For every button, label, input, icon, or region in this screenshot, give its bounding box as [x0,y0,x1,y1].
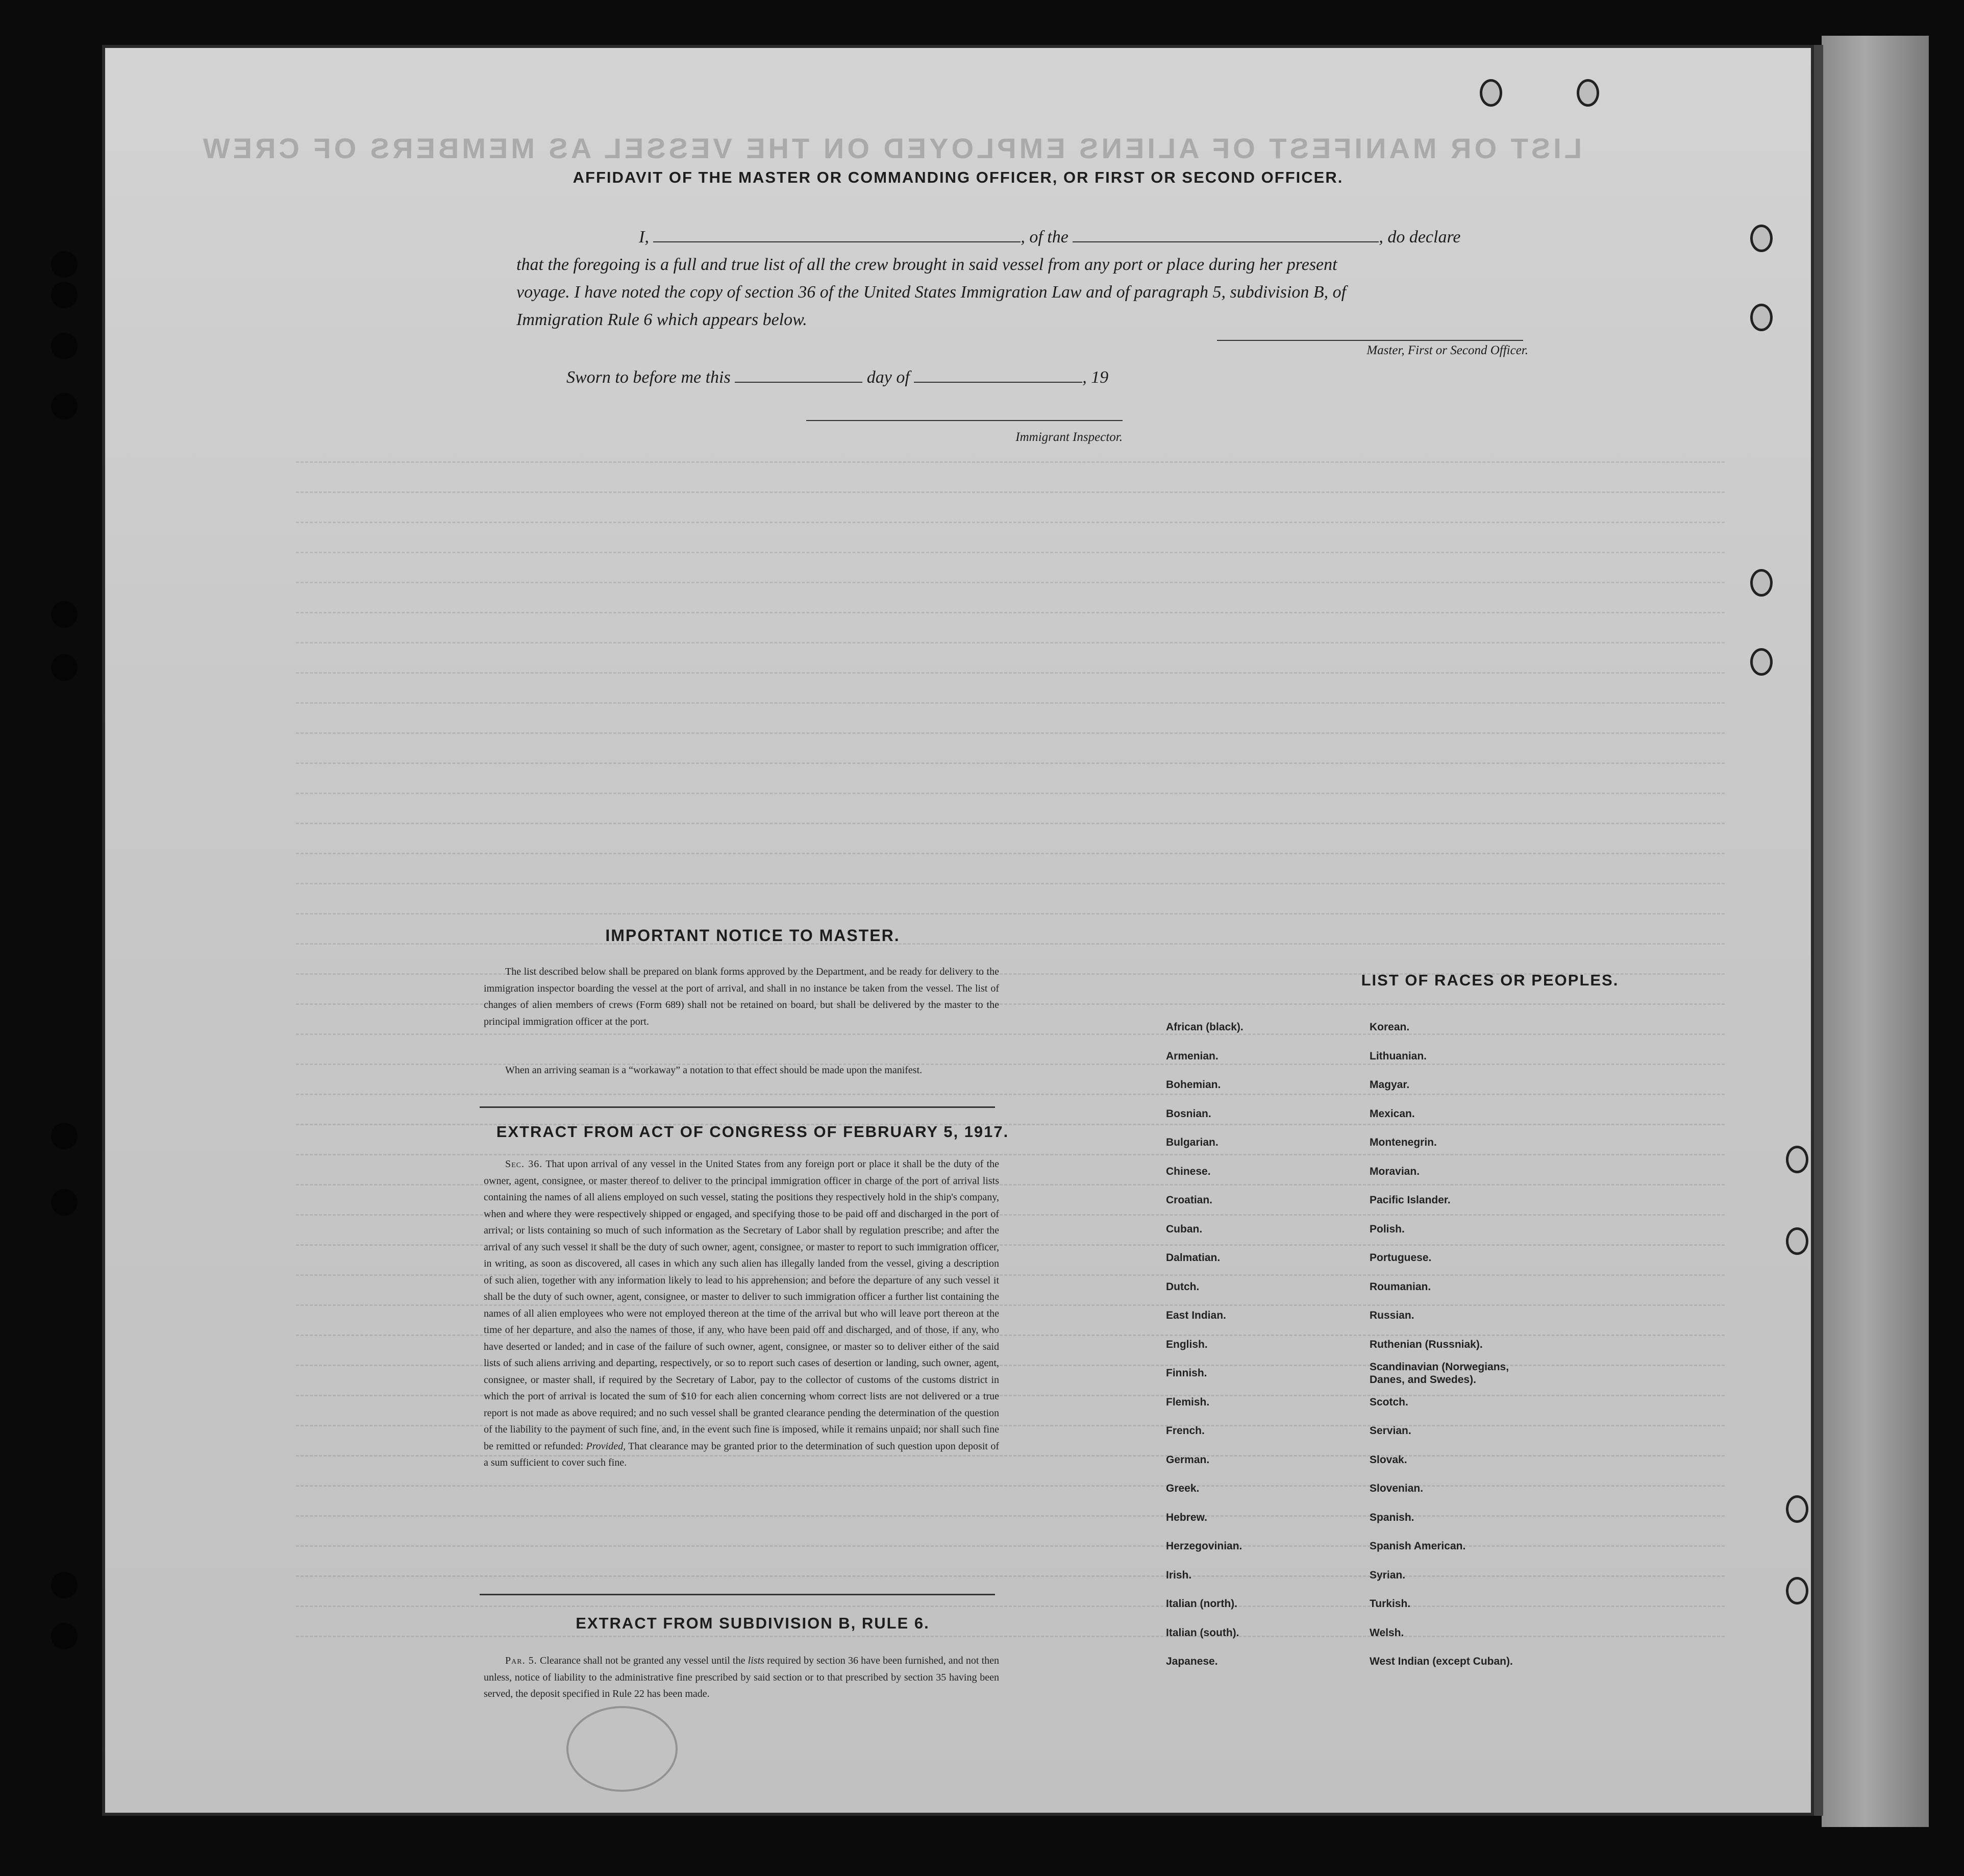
punch-hole [51,1123,78,1149]
race-item: Italian (north). [1166,1598,1237,1610]
affidavit-i: I, [639,228,649,246]
race-item: Croatian. [1166,1194,1213,1206]
race-item: Dutch. [1166,1280,1200,1293]
affidavit-of-the: , of the [1021,228,1068,246]
page-edge [1814,45,1823,1816]
sworn-statement [566,366,1108,387]
paragraph-label: Par. 5. [505,1655,537,1666]
race-item: Slovenian. [1370,1483,1424,1494]
signature-label: Master, First or Second Officer. [1366,343,1528,357]
reinforcement-ring [1786,1495,1808,1523]
reinforcement-ring [1786,1577,1808,1605]
reinforcement-ring [1750,225,1773,252]
race-item: Flemish. [1166,1396,1210,1408]
punch-hole [51,1623,78,1649]
race-item: Polish. [1370,1223,1405,1235]
reinforcement-ring [1480,79,1502,107]
race-item: German. [1166,1453,1210,1466]
races-title: LIST OF RACES OR PEOPLES. [1361,971,1619,989]
race-item: Mexican. [1370,1107,1415,1120]
reinforcement-ring [1577,79,1599,107]
section-label: Sec. 36. [505,1158,543,1170]
race-item: Cuban. [1166,1223,1203,1235]
rule-text-lists: lists [748,1655,764,1666]
race-item: Chinese. [1166,1165,1211,1177]
document-page [102,45,1814,1816]
race-item: Bulgarian. [1166,1137,1219,1148]
race-item: West Indian (except Cuban). [1370,1656,1513,1667]
race-item: Pacific Islander. [1370,1194,1451,1206]
race-item: Roumanian. [1370,1280,1431,1293]
race-item: Ruthenian (Russniak). [1370,1338,1483,1350]
vessel-blank [1073,226,1379,242]
punch-hole [51,282,78,308]
name-blank [653,226,1021,242]
punch-hole [51,1572,78,1598]
reinforcement-ring [1786,1227,1808,1255]
divider-2 [480,1594,995,1595]
adjacent-page-strip [1822,36,1929,1827]
race-item: Moravian. [1370,1165,1420,1177]
provided-text: Provided, [586,1440,626,1452]
notice-title: IMPORTANT NOTICE TO MASTER. [605,926,900,945]
notice-paragraph-2 [484,1062,999,1079]
extract-rule-body [484,1652,999,1702]
race-item: Slovak. [1370,1453,1407,1466]
race-item: Syrian. [1370,1569,1406,1581]
race-item: Magyar. [1370,1079,1410,1091]
month-blank [914,366,1082,383]
notice-paragraph-1 [484,964,999,1030]
race-item: Scandinavian (Norwegians, Danes, and Swedes). [1370,1361,1509,1386]
race-item: Russian. [1370,1310,1414,1321]
punch-hole [51,654,78,681]
race-item: Montenegrin. [1370,1137,1437,1148]
divider-1 [480,1106,995,1108]
inspector-line [806,420,1123,421]
affidavit-line-4: Immigration Rule 6 which appears below. [516,310,807,329]
punch-hole [51,1189,78,1216]
section-36-text: That upon arrival of any vessel in the United States from any foreign port or place it shall be the duty of the owner, agent, consignee, or master thereof to deliver to the principal immigration officer in charge of the port of arrival lists containing the names of all aliens employed on such vessel, stating the positions they respectively hold in the ship's company, when and where they were respectively shipped or engaged, and specifying those to be paid off and discharged in the port of arrival; or lists containing so much of such information as the Secretary of Labor shall by regulation prescribe; and after the arrival of any such vessel it shall be the duty of such owner, agent, consignee, or master to report to such immigration officer, in writing, as soon as discovered, all cases in which any such alien has illegally landed from the vessel, giving a description of such alien, together with any information likely to lead to his apprehension; and before the departure of any such vessel it shall be the duty of such owner, agent, consignee, or master to deliver to such immigration officer a further list containing the names of all alien employees who were not employed thereon at the time of the arrival but who will leave port thereon at the time of her departure, and also the names of those, if any, who have been paid off and discharged, and of those, if any, who have deserted or landed; and in case of the failure of such owner, agent, consignee, or master so to deliver either of the said lists of such aliens arriving and departing, respectively, or so to report such cases of desertion or landing, such owner, agent, consignee, or master shall, if required by the Secretary of Labor, pay to the collector of customs of the customs district in which the port of arrival is located the sum of $10 for each alien concerning whom correct lists are not delivered or a true report is not made as above required; and no such vessel shall be granted clearance pending the determination of the question of the liability to the payment of such fine, and, in the event such fine is imposed, while it remains unpaid; nor shall such fine be remitted or refunded: [484,1158,1000,1452]
race-item: Italian (south). [1166,1626,1239,1639]
affidavit-line-3: voyage. I have noted the copy of section 36 of the United States Immigration Law and of paragraph 5, subdivision B, of [516,283,1347,302]
inspector-label: Immigrant Inspector. [1015,430,1123,444]
race-item: Welsh. [1370,1626,1404,1639]
signature-line [1217,340,1523,341]
race-item: Scotch. [1370,1396,1408,1408]
affidavit-text [516,224,1486,334]
race-item: African (black). [1166,1021,1244,1033]
section-36-end: That clearance may be granted prior to the determination of such question upon deposit of a sum sufficient to cover such fine. [484,1440,1000,1468]
punch-hole [51,601,78,628]
race-item: Korean. [1370,1021,1410,1033]
race-item: English. [1166,1338,1208,1350]
day-of-text: day of [866,368,910,387]
race-item: Spanish American. [1370,1540,1466,1552]
race-item: Japanese. [1166,1656,1218,1667]
sworn-text: Sworn to before me this [566,368,731,387]
punch-hole [51,393,78,419]
punch-hole [51,333,78,359]
rule-text-a: Clearance shall not be granted any vessel until the [539,1655,745,1666]
race-item: Bosnian. [1166,1107,1211,1120]
rule-text-b: required by section 36 have been furnished, and not then unless, notice of liability to the administrative fine prescribed by said section or to that prescribed by section 35 having been served, the deposit specified in Rule 22 has been made. [484,1655,1000,1699]
reinforcement-ring [1750,569,1773,597]
race-item: Greek. [1166,1483,1200,1494]
punch-hole [51,251,78,278]
race-item: East Indian. [1166,1310,1226,1321]
reinforcement-ring [1750,648,1773,676]
race-item: Herzegovinian. [1166,1540,1242,1552]
race-item: Hebrew. [1166,1511,1207,1523]
race-item: French. [1166,1425,1205,1437]
bleed-through-heading: LIST OR MANIFEST OF ALIENS EMPLOYED ON THE VESSEL AS MEMBERS OF CREW [200,132,1582,164]
race-item: Turkish. [1370,1598,1411,1610]
race-item: Dalmatian. [1166,1252,1221,1264]
reinforcement-ring [1750,304,1773,331]
race-item: Spanish. [1370,1511,1414,1523]
race-item: Bohemian. [1166,1079,1221,1091]
affidavit-title: AFFIDAVIT OF THE MASTER OR COMMANDING OFFICER, OR FIRST OR SECOND OFFICER. [573,168,1344,186]
notice-text-2: When an arriving seaman is a “workaway” a notation to that effect should be made upon the manifest. [505,1065,923,1076]
race-item: Irish. [1166,1569,1192,1581]
notice-text-1: The list described below shall be prepared on blank forms approved by the Department, and be ready for delivery to the immigration inspector boarding the vessel at the port of arrival, and shall in no instance be taken from the vessel. The list of changes of alien members of crews (Form 689) shall not be retained on board, but shall be delivered by the master to the principal immigration officer at the port. [484,966,999,1027]
extract-act-title: EXTRACT FROM ACT OF CONGRESS OF FEBRUARY 5, 1917. [496,1123,1009,1141]
day-blank [735,366,862,383]
year-prefix: , 19 [1082,368,1109,387]
race-item: Armenian. [1166,1050,1219,1062]
affidavit-line-1 [516,224,1486,251]
affidavit-line-2: that the foregoing is a full and true list of all the crew brought in said vessel from any port or place during her present [516,255,1337,274]
race-item: Servian. [1370,1425,1411,1437]
race-item: Portuguese. [1370,1252,1432,1264]
affidavit-do-declare: , do declare [1379,228,1461,246]
extract-rule-title: EXTRACT FROM SUBDIVISION B, RULE 6. [576,1614,930,1632]
faded-stamp [566,1706,678,1792]
reinforcement-ring [1786,1146,1808,1173]
race-item: Finnish. [1166,1367,1207,1379]
extract-act-body [484,1156,999,1471]
race-item: Lithuanian. [1370,1050,1427,1062]
